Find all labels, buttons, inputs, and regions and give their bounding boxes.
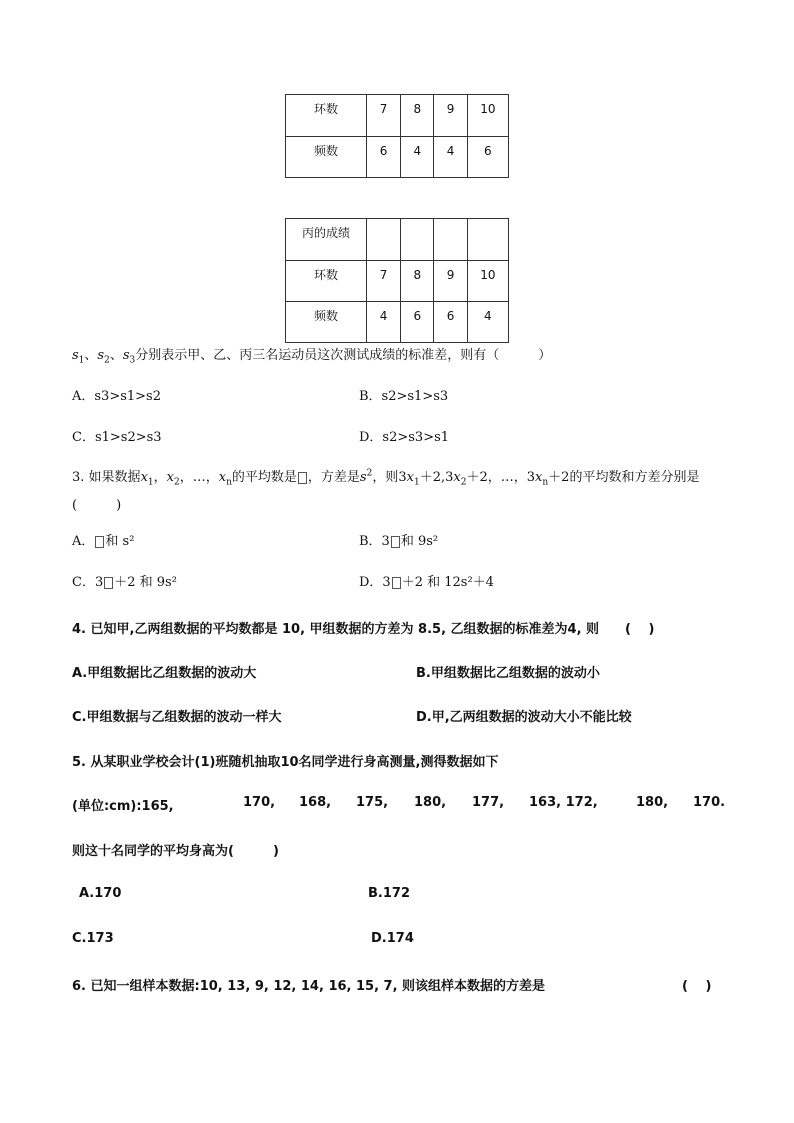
q5-option-a[interactable]: A.170 xyxy=(79,886,122,901)
ring-cell: 10 xyxy=(467,261,508,302)
freq-cell: 6 xyxy=(434,302,467,343)
q2-option-b[interactable]: B．s2>s1>s3 xyxy=(359,389,449,404)
q5-ask: 则这十名同学的平均身高为( ) xyxy=(72,844,279,859)
q2-option-a[interactable]: A．s3>s1>s2 xyxy=(72,389,162,404)
table-header-cell: 环数 xyxy=(286,95,367,137)
unknown-glyph-icon xyxy=(298,472,307,484)
q3-option-a[interactable]: A． 和 s² xyxy=(72,534,135,549)
empty-cell xyxy=(434,219,467,261)
freq-label-cell: 频数 xyxy=(286,137,367,178)
q5-value: 177, xyxy=(472,795,505,810)
q5-option-b[interactable]: B.172 xyxy=(368,886,410,901)
ring-cell: 9 xyxy=(434,95,467,137)
rings-frequency-table-1 xyxy=(285,94,509,178)
unknown-glyph-icon xyxy=(104,577,113,589)
q3-option-c[interactable]: C．3 ＋2 和 9s² xyxy=(72,575,177,590)
q6-stem: 6. 已知一组样本数据:10, 13, 9, 12, 14, 16, 15, 7, 则该组样本数据的方差是 xyxy=(72,979,546,994)
freq-cell: 4 xyxy=(467,302,508,343)
ring-cell: 7 xyxy=(366,261,400,302)
unknown-glyph-icon xyxy=(392,577,401,589)
empty-cell xyxy=(467,219,508,261)
q5-value: 168, xyxy=(299,795,332,810)
empty-cell xyxy=(366,219,400,261)
freq-cell: 4 xyxy=(401,137,434,178)
q3-paren: ( ) xyxy=(72,498,122,513)
q3-stem: 3. 如果数据$x_1$，$x_2$，…，$x_n$的平均数是 ，方差是$s^2$，则$3x_1+2,3x_2+2$，…，$3x_n+2$的平均数和方差分别是 xyxy=(72,468,700,488)
q4-option-d[interactable]: D.甲,乙两组数据的波动大小不能比较 xyxy=(416,710,632,725)
q4-option-c[interactable]: C.甲组数据与乙组数据的波动一样大 xyxy=(72,710,282,725)
ring-cell: 9 xyxy=(434,261,467,302)
q5-value: 170, xyxy=(243,795,276,810)
q2-option-c[interactable]: C．s1>s2>s3 xyxy=(72,430,162,445)
rings-frequency-table-2 xyxy=(285,218,509,343)
q5-value: 180, xyxy=(414,795,447,810)
freq-cell: 4 xyxy=(366,302,400,343)
ring-cell: 8 xyxy=(401,261,434,302)
q6-paren: ( ) xyxy=(682,979,712,994)
q5-value: 170. xyxy=(693,795,726,810)
q3-option-b[interactable]: B．3 和 9s² xyxy=(359,534,439,549)
q5-option-d[interactable]: D.174 xyxy=(371,931,414,946)
q5-value: 175, xyxy=(356,795,389,810)
empty-cell xyxy=(401,219,434,261)
q2-stem: $s_1$、$s_2$、$s_3$分别表示甲、乙、丙三名运动员这次测试成绩的标准差，则有（ ） xyxy=(72,348,552,366)
q3-option-d[interactable]: D．3 ＋2 和 12s²＋4 xyxy=(359,575,494,590)
ring-cell: 10 xyxy=(467,95,508,137)
table-header-cell: 环数 xyxy=(286,261,367,302)
ring-cell: 8 xyxy=(401,95,434,137)
q2-option-d[interactable]: D．s2>s3>s1 xyxy=(359,430,450,445)
table-title-cell: 丙的成绩 xyxy=(286,219,367,261)
freq-cell: 4 xyxy=(434,137,467,178)
q4-stem: 4. 已知甲,乙两组数据的平均数都是 10, 甲组数据的方差为 8.5, 乙组数据的标准差为4, 则 ( ) xyxy=(72,622,655,637)
freq-cell: 6 xyxy=(401,302,434,343)
q5-option-c[interactable]: C.173 xyxy=(72,931,114,946)
q4-option-a[interactable]: A.甲组数据比乙组数据的波动大 xyxy=(72,666,257,681)
q4-option-b[interactable]: B.甲组数据比乙组数据的波动小 xyxy=(416,666,600,681)
ring-cell: 7 xyxy=(366,95,400,137)
q5-value: 163, 172, xyxy=(529,795,598,810)
freq-cell: 6 xyxy=(467,137,508,178)
freq-cell: 6 xyxy=(366,137,400,178)
q5-value: 180, xyxy=(636,795,669,810)
unknown-glyph-icon xyxy=(95,536,104,548)
freq-label-cell: 频数 xyxy=(286,302,367,343)
q5-stem: 5. 从某职业学校会计(1)班随机抽取10名同学进行身高测量,测得数据如下 xyxy=(72,755,499,770)
unknown-glyph-icon xyxy=(391,536,400,548)
q5-unit: (单位:cm):165, xyxy=(72,799,174,814)
